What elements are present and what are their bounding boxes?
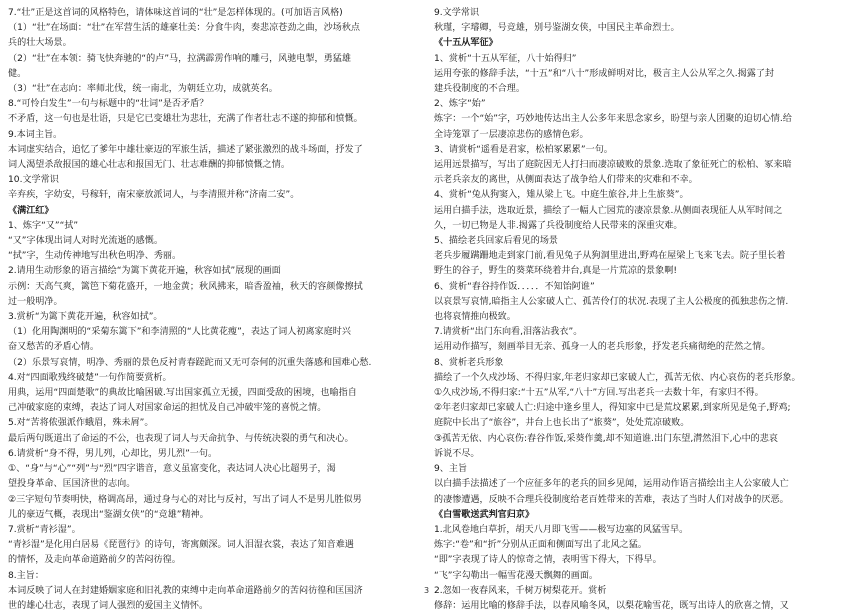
text-line: 以哀景写哀情,暗指主人公家破人亡、孤苦伶仃的状况.表现了主人公极度的孤独悲伤之情.: [434, 296, 789, 307]
text-line: 1、赏析“十五从军征，八十始得归”: [434, 53, 577, 64]
text-line: 8、赏析老兵形象: [434, 357, 504, 368]
text-line: 8.“可怜白发生”一句与标题中的“壮词”是否矛盾？: [8, 99, 209, 110]
text-line: ③孤苦无依、内心哀伤:舂谷作饭,采葵作羹,却不知道谁.出门东望,潸然泪下,心中的悲哀: [434, 433, 778, 444]
text-line: 秋瑾，字璿卿，号竞雄，别号鉴湖女侠，中国民主革命烈士。: [434, 23, 680, 34]
text-line: 建兵役制度的不合理。: [434, 84, 525, 95]
text-line: 6、赏析“舂谷持作饭．．．．．不知饴阿谁”: [434, 281, 595, 292]
text-line: “又”字体现出词人对时光流逝的感慨。: [8, 236, 163, 247]
text-line: 3、请赏析“遥看是君家，松柏冢累累”一句。: [434, 144, 613, 155]
text-line: 炼字：一个“始”字，巧妙地传达出主人公多年来思念家乡，盼望与亲人团聚的迫切心情.给: [434, 114, 792, 125]
text-line: 2.忽如一夜春风来，千树万树梨花开。赏析: [434, 585, 607, 596]
text-line: 描绘了一个久戍沙场、不得归家,年老归家却已家破人亡，孤苦无依、内心哀伤的老兵形象。: [434, 372, 801, 383]
text-line: 己冲破家庭的束缚，表达了词人对国家命运的担忧及自己冲破牢笼的喜悦之情。: [8, 403, 327, 414]
text-line: “拭”字，生动传神地写出秋色明净、秀丽。: [8, 251, 182, 262]
text-line: 望投身革命、匡国济世的志向。: [8, 479, 136, 490]
text-line: 过一般明净。: [8, 296, 63, 307]
text-line: ②三字短句节奏明快，格调高昂，通过身与心的对比与反衬，写出了词人不是男儿胜似男: [8, 494, 362, 505]
text-line: 修辞：运用比喻的修辞手法，以春风喻冬风，以梨花喻雪花，既写出诗人的欣喜之情，又: [434, 600, 789, 611]
text-line: 2、炼字“始”: [434, 99, 486, 110]
text-line: 兵的壮大场景。: [8, 38, 72, 49]
text-line: 全诗笼罩了一层凄凉悲伤的感情色彩。: [434, 129, 589, 140]
text-line: 9.文学常识: [434, 8, 480, 18]
text-line: 奋又愁苦的矛盾心情。: [8, 342, 99, 353]
text-line: 运用动作描写，刻画举目无亲、孤身一人的老兵形象，抒发老兵痛彻绝的茫然之情。: [434, 342, 771, 353]
text-line: 2.请用生动形象的语言描绘“为篱下黄花开遍，秋容如拭”展现的画面: [8, 266, 281, 277]
text-line: 7.赏析“青衫湿”。: [8, 524, 81, 535]
text-line: （3）“壮”在志向：率师北伐，统一南北，为朝廷立功，成就英名。: [8, 84, 278, 95]
text-line: 用典，运用“四面楚歌”的典故比喻困破.写出国家孤立无援，四面受敌的困境，也喻指自: [8, 388, 357, 399]
text-line: 以白描手法描述了一个应征多年的老兵的回乡见闻，运用动作语言描绘出主人公家破人亡: [434, 479, 789, 490]
left-column: [8, 6, 416, 614]
text-line: 庭院中长出了“旅谷”，井台上也长出了“旅葵”，处处荒凉破败。: [434, 418, 690, 429]
text-line: 词人渴望杀敌报国的雄心壮志和报国无门、壮志难酬的抑郁愤慨之情。: [8, 160, 290, 171]
text-line: 运用远景描写，写出了庭院因无人打扫而凄凉破败的景象.选取了象征死亡的松柏、冢来暗: [434, 160, 792, 171]
text-line: 世的雄心壮志，表现了词人强烈的爱国主义情怀。: [8, 600, 209, 611]
text-line: 运用白描手法，选取近景，描绘了一幅人亡园荒的凄凉景象.从侧面表现征人从军时间之: [434, 205, 783, 216]
text-line: 5、描绘老兵回家后看见的场景: [434, 236, 559, 247]
text-line: 的情怀，及走向革命道路前夕的苦闷彷徨。: [8, 555, 181, 566]
section-heading: 《白雪歌送武判官归京》: [434, 509, 535, 520]
text-line: 不矛盾，这一句也是壮语，只是它已变雄壮为悲壮，充满了作者壮志不遂的抑郁和愤慨。: [8, 114, 363, 125]
text-line: 也将哀情推向极致。: [434, 312, 516, 323]
text-line: 7.“壮”正是这首词的风格特色，请体味这首词的“壮”是怎样体现的。(可加语言风格): [8, 8, 343, 18]
text-line: （1）化用陶渊明的“采菊东篱下”和李清照的“人比黄花瘦”，表达了词人初离家庭时兴: [8, 327, 351, 338]
text-line: 久，一切已物是人非.揭露了兵役制度给人民带来的深重灾难。: [434, 220, 683, 231]
text-line: 4.对“四面歌残终破楚”一句作简要赏析。: [8, 372, 172, 383]
text-line: （2）“壮”在本领：骑飞快奔驰的“的卢”马，拉满霹雳作响的雕弓，风驰电掣，勇猛雄: [8, 53, 351, 64]
text-line: 本词反映了词人在封建婚姻家庭和旧礼教的束缚中走向革命道路前夕的苦闷彷徨和匡国济: [8, 585, 363, 596]
right-column: [434, 6, 844, 614]
text-line: 炼字:“卷”和“折”分别从正面和侧面写出了北风之猛。: [434, 540, 647, 551]
text-line: 6.请赏析“身不得，男儿列，心却比，男儿烈”一句。: [8, 448, 218, 459]
text-line: 10.文学常识: [8, 175, 59, 186]
text-line: 4、赏析“兔从狗窦入，雉从梁上飞。中庭生旅谷,井上生旅葵”。: [434, 190, 689, 201]
text-line: “青衫湿”是化用白居易《琵琶行》的诗句，寄寓颇深。词人泪湿衣裳，表达了知音难遇: [8, 540, 354, 551]
page-number: 3: [424, 586, 430, 595]
text-line: 8.主旨：: [8, 570, 44, 581]
text-line: 健。: [8, 68, 27, 79]
text-line: ②年老归家却已家破人亡:归途中逢乡里人，得知家中已是荒坟累累,到家所见是兔子,野鸡;: [434, 403, 791, 414]
text-line: 最后两句既道出了命运的不公，也表现了词人与天命抗争、与传统决裂的勇气和决心。: [8, 433, 354, 444]
text-line: 9、主旨: [434, 464, 468, 475]
text-line: 1、炼字“又”“拭”: [8, 220, 79, 231]
text-line: “即”字表现了诗人的惊奇之情，表明雪下得大，下得早。: [434, 555, 662, 566]
text-line: 7.请赏析“出门东向看,泪落沾我衣”。: [434, 327, 583, 338]
text-line: 1.北风卷地白草折，胡天八月即飞雪——极写边塞的风猛雪早。: [434, 524, 689, 535]
text-line: 儿的豪迈气概，表现出“鉴湖女侠”的“竞雄”精神。: [8, 509, 209, 520]
text-line: 本词虚实结合，追忆了爹年中雄壮豪迈的军旅生活，描述了紧张激烈的战斗场面，抒发了: [8, 144, 363, 155]
text-line: ①、“身”与“心”“列”与“烈”四字谐音，意义虽富变化，表达词人决心比超男子，渴: [8, 464, 336, 475]
text-line: 示例：天高气爽，篱笆下菊花盛开，一地金黄；秋风拂来，暗香盈袖，秋天的容颜像擦拭: [8, 281, 363, 292]
text-line: 诉说不尽。: [434, 448, 480, 459]
text-line: 示老兵亲友的离世，从侧面表达了战争给人们带来的灾难和不幸。: [434, 175, 698, 186]
section-heading: 《十五从军征》: [434, 38, 498, 49]
text-line: 5.对“苦将侬强派作蛾眉，殊未屑”。: [8, 418, 154, 429]
section-heading: 《满江红》: [8, 205, 54, 216]
text-line: （1）“壮”在场面：“壮”在军营生活的雄豪壮美：分食牛肉，奏悲凉苍劲之曲，沙场秋点: [8, 23, 361, 34]
text-line: 的凄惨遭遇，反映不合理兵役制度给老百姓带来的苦难，表达了当时人们对战争的厌恶。: [434, 494, 789, 505]
text-line: （2）乐景写哀情，明净、秀丽的景色反衬青春蹉跎而又无可奈何的沉重失落感和国难心愁.: [8, 357, 372, 368]
text-line: “飞”字勾勒出一幅雪花漫天飘舞的画面。: [434, 570, 599, 581]
text-line: ①久戍沙场,不得归家:“十五”从军,“八十”方回.写出老兵一去数十年，有家归不得。: [434, 388, 764, 399]
text-line: 3.赏析“为篱下黄花开遍，秋容如拭”。: [8, 312, 163, 323]
text-line: 运用夸张的修辞手法，“十五”和“八十”形成鲜明对比，极言主人公从军之久.揭露了封: [434, 68, 775, 79]
text-line: 野生的谷子，野生的葵菜环绕着井台,真是一片荒凉的景象啊!: [434, 266, 677, 277]
text-line: 辛弃疾，字幼安，号稼轩，南宋豪放派词人，与李清照并称“济南二安”。: [8, 190, 300, 201]
text-line: 老兵步履蹒跚地走到家门前,看见兔子从狗洞里进出,野鸡在屋梁上飞来飞去。院子里长着: [434, 251, 786, 262]
text-line: 9.本词主旨。: [8, 129, 63, 140]
